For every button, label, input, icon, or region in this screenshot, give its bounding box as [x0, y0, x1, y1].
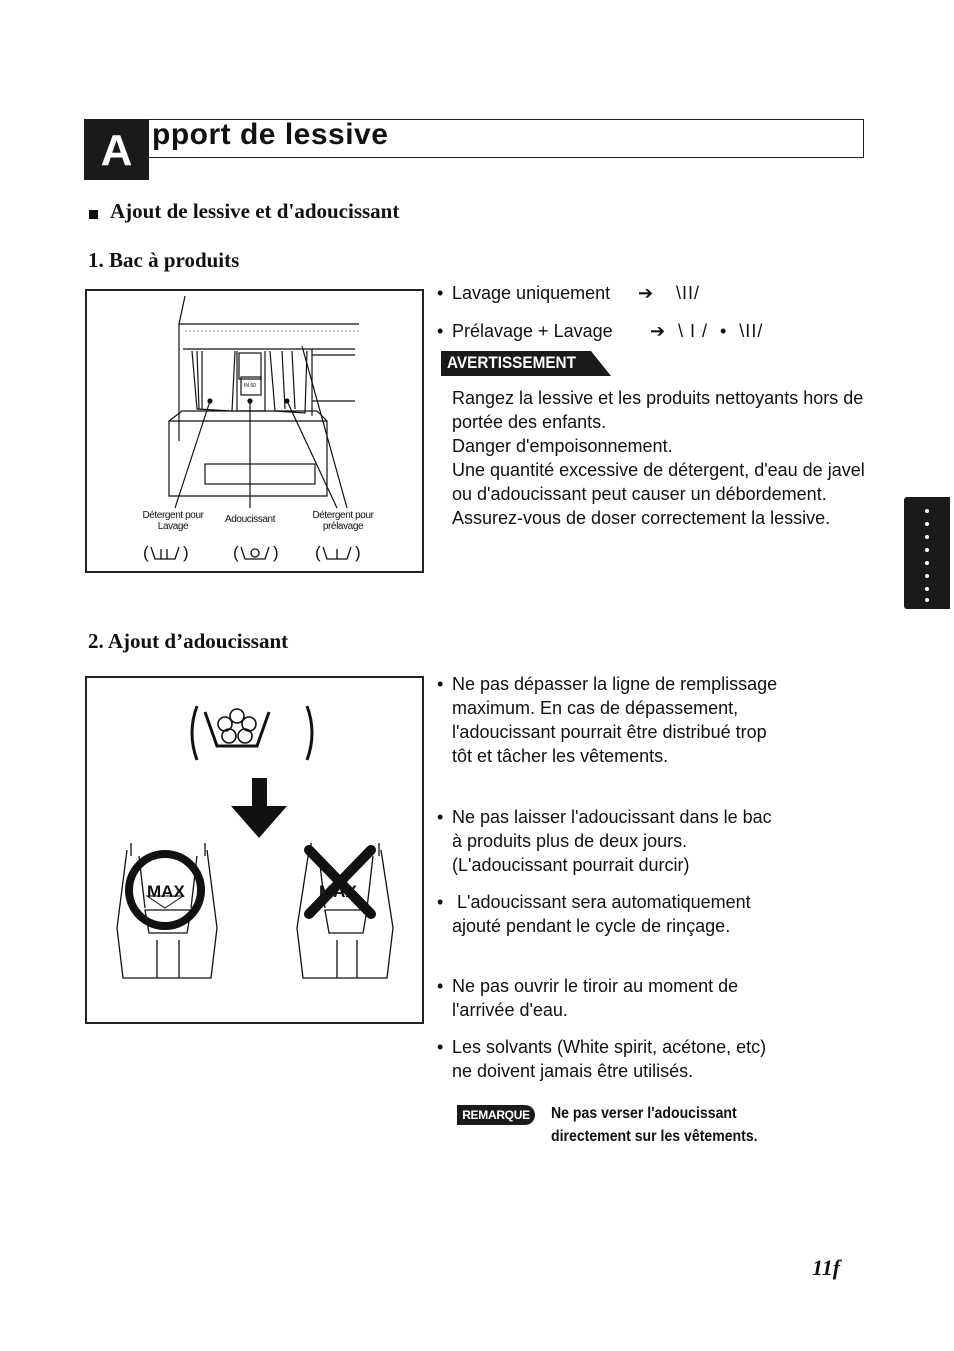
bullet-dot: • [437, 892, 444, 912]
warning-badge-label: AVERTISSEMENT [447, 353, 576, 372]
softener-bullet-4: Ne pas ouvrir le tiroir au moment de l'arrivée d'eau. [452, 976, 739, 1020]
softener-flower-icon [218, 709, 256, 743]
tab-dot [925, 548, 929, 552]
softener-illustration [87, 678, 422, 1022]
tab-dot [925, 509, 929, 513]
down-arrow-icon [231, 778, 287, 838]
tab-dot [925, 522, 929, 526]
tab-dot [925, 598, 929, 602]
arrow-right-icon: ➔ [638, 283, 654, 303]
wash-only-label: Lavage uniquement [452, 283, 611, 303]
softener-bullet-2: Ne pas laisser l'adoucissant dans le bac à produits plus de deux jours. (L'adoucissant pourrait durcir) [452, 807, 772, 875]
warning-badge [441, 351, 611, 376]
page-title: pport de lessive [152, 118, 389, 151]
arrow-right-icon: ➔ [650, 321, 666, 341]
label-softener: Adoucissant [225, 514, 276, 525]
label-prewash-detergent: Détergent pour prélavage [312, 510, 374, 532]
wash-symbol: \II/ [676, 283, 701, 303]
max-label-ok: MAX [147, 882, 185, 901]
prewash-wash-symbols: \ I / • \II/ [678, 321, 764, 341]
section-title: Ajout de lessive et d'adoucissant [110, 199, 400, 223]
bullet-dot: • [437, 1037, 444, 1057]
note-badge: REMARQUE [457, 1105, 535, 1125]
square-bullet-icon [89, 210, 98, 219]
softener-bullet-5: Les solvants (White spirit, acétone, etc) ne doivent jamais être utilisés. [452, 1037, 767, 1081]
bullet-dot: • [437, 976, 444, 996]
bullet-dot: • [437, 807, 444, 827]
label-main-wash-detergent: Détergent pour Lavage [142, 510, 204, 532]
prewash-wash-label: Prélavage + Lavage [452, 321, 613, 341]
tab-dot [925, 587, 929, 591]
svg-text:(: ( [233, 543, 239, 562]
subsection-title-1: 1. Bac à produits [88, 248, 240, 272]
svg-text:(: ( [143, 543, 149, 562]
svg-text:): ) [183, 543, 189, 562]
subsection-title-2: 2. Ajout d’adoucissant [88, 629, 289, 653]
note-text: Ne pas verser l'adoucissant directement sur les vêtements. [551, 1105, 758, 1145]
compartment-symbols [139, 541, 389, 565]
max-label-wrong: MAX [319, 882, 357, 901]
tab-dot [925, 535, 929, 539]
bullet-dot: • [437, 321, 444, 341]
dispenser-drawer-figure [85, 289, 424, 573]
bullet-dot: • [437, 674, 444, 694]
side-section-tab [904, 497, 950, 609]
svg-text:(: ( [315, 543, 321, 562]
tab-dot [925, 574, 929, 578]
title-initial-letter: A [84, 119, 149, 180]
svg-text:): ) [273, 543, 279, 562]
bullet-dot: • [437, 283, 444, 303]
softener-bullet-1: Ne pas dépasser la ligne de remplissage maximum. En cas de dépassement, l'adoucissant pourrait être distribué trop tôt et tâcher les vêtements. [452, 674, 778, 766]
tab-dot [925, 561, 929, 565]
softener-bullet-3: L'adoucissant sera automatiquement ajouté pendant le cycle de rinçage. [452, 892, 756, 936]
softener-figure [85, 676, 424, 1024]
svg-text:IN 60: IN 60 [244, 383, 256, 389]
warning-text: Rangez la lessive et les produits nettoyants hors de portée des enfants. Danger d'empoisonnement. Une quantité excessive de détergent, d'eau de javel ou d'adoucissant peut causer un débordement. Assurez-vous de doser correctement la lessive. [452, 388, 865, 528]
page-number: 11f [812, 1255, 841, 1280]
svg-text:): ) [355, 543, 361, 562]
